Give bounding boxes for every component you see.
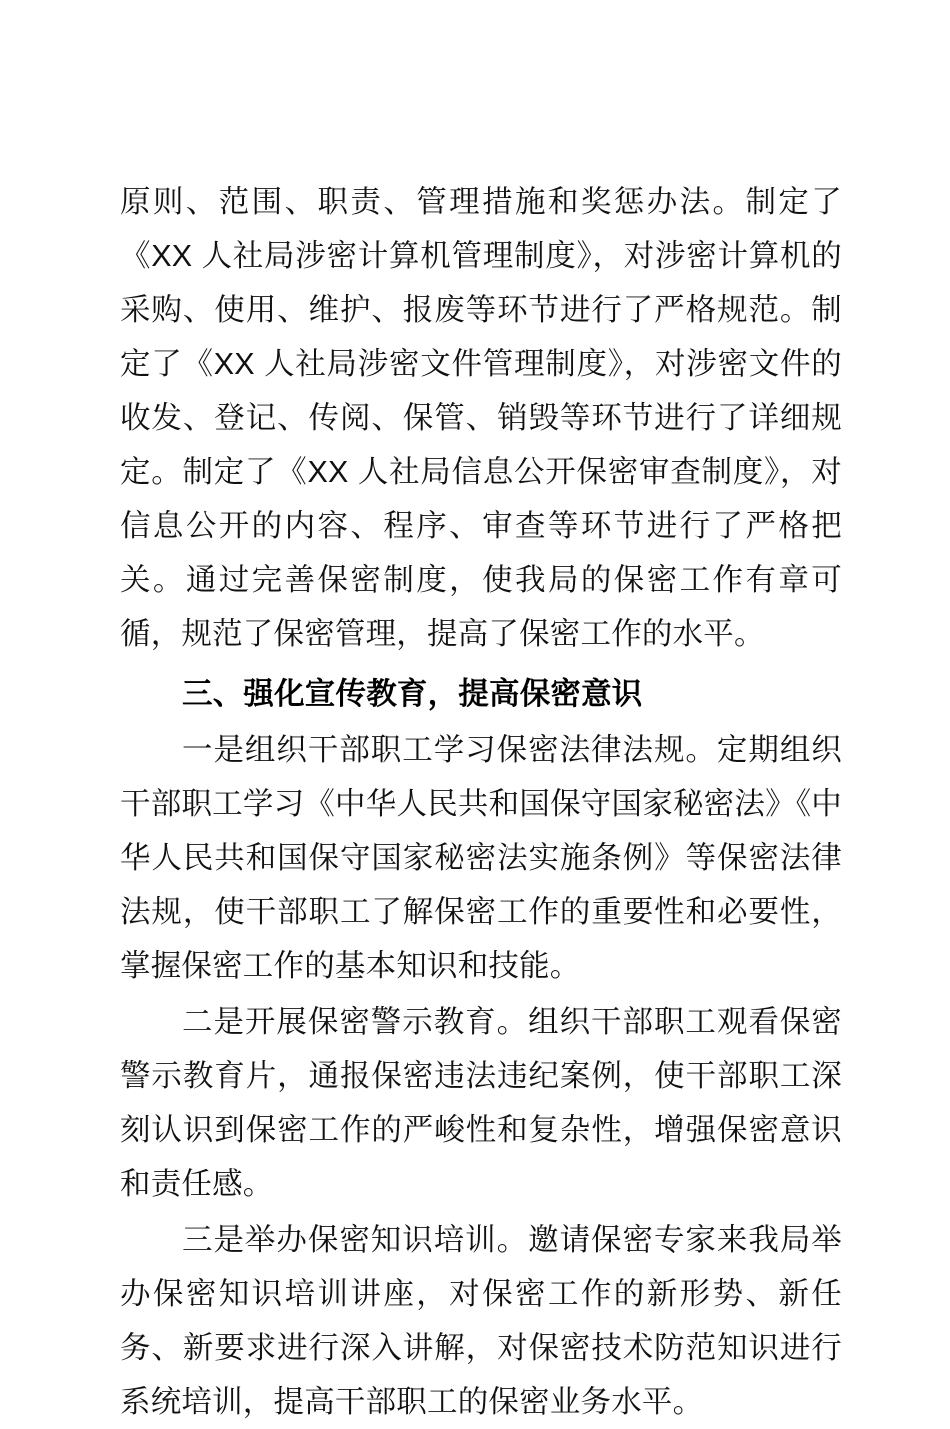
paragraph-item-three: 三是举办保密知识培训。邀请保密专家来我局举办保密知识培训讲座，对保密工作的新形势、新任务、新要求进行深入讲解，对保密技术防范知识进行系统培训，提高干部职工的保密业务水平。 [120,1223,842,1419]
section-heading-three: 三、强化宣传教育，提高保密意识 [182,677,643,711]
paragraph-item-two: 二是开展保密警示教育。组织干部职工观看保密警示教育片，通报保密违法违纪案例，使干部职工深刻认识到保密工作的严峻性和复杂性，增强保密意识和责任感。 [120,1005,842,1201]
paragraph-item-one: 一是组织干部职工学习保密法律法规。定期组织干部职工学习《中华人民共和国保守国家秘密法》《中华人民共和国保守国家秘密法实施条例》等保密法律法规，使干部职工了解保密工作的重要性和必要性，掌握保密工作的基本知识和技能。 [120,733,842,983]
document-body [120,175,842,1429]
paragraph-continuation: 原则、范围、职责、管理措施和奖惩办法。制定了《XX 人社局涉密计算机管理制度》，对涉密计算机的采购、使用、维护、报废等环节进行了严格规范。制定了《XX 人社局涉密文件管理制度》，对涉密文件的收发、登记、传阅、保管、销毁等环节进行了详细规定。制定了《XX 人社局信息公开保密审查制度》，对信息公开的内容、程序、审查等环节进行了严格把关。通过完善保密制度，使我局的保密工作有章可循，规范了保密管理，提高了保密工作的水平。 [120,185,842,651]
